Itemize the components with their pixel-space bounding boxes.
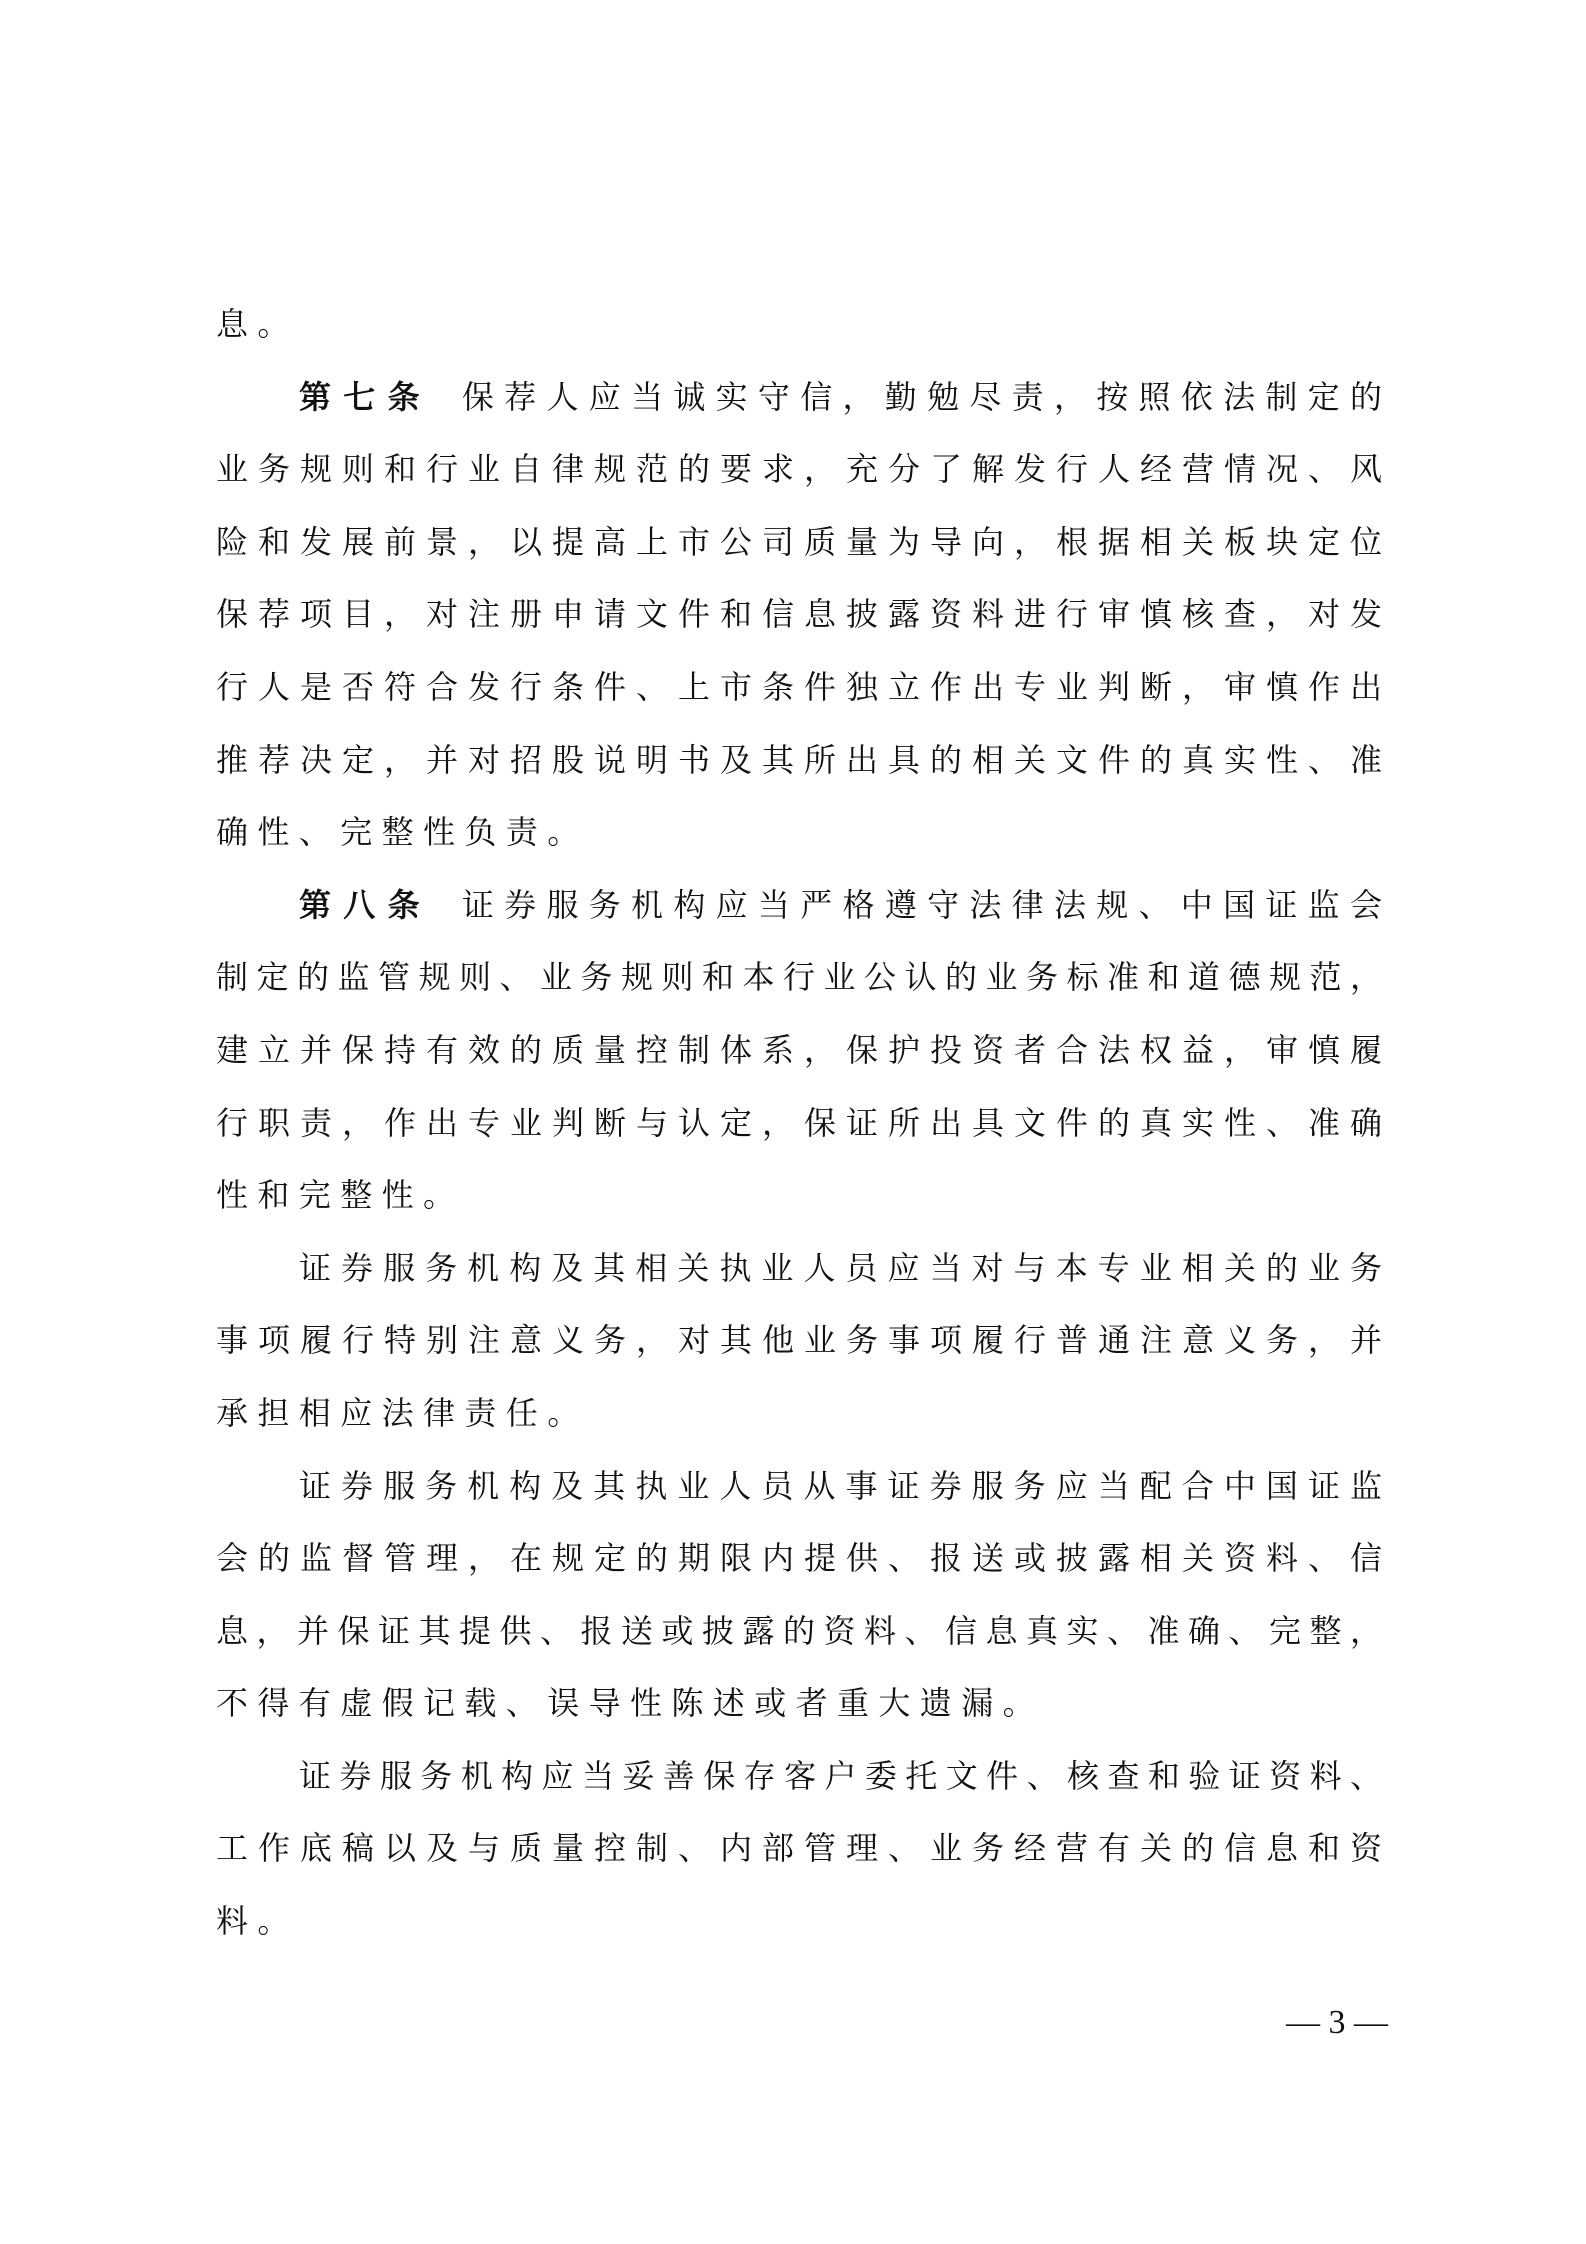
line-text: 证券服务机构应当严格遵守法律法规、中国证监会 [461,885,1382,924]
text-line [216,796,1382,869]
line-text: 会的监督管理，在规定的期限内提供、报送或披露相关资料、信 [216,1539,1382,1578]
text-line [216,506,1382,579]
line-text: 息。 [216,305,299,343]
text-line [216,1885,1382,1958]
line-text: 建立并保持有效的质量控制体系，保护投资者合法权益，审慎履 [216,1030,1382,1069]
page-number: — 3 — [1286,2004,1388,2041]
article-heading: 第八条 [299,885,432,924]
line-text: 行人是否符合发行条件、上市条件独立作出专业判断，审慎作出 [216,667,1382,706]
line-text: 工作底稿以及与质量控制、内部管理、业务经营有关的信息和资 [216,1829,1382,1868]
line-text: 事项履行特别注意义务，对其他业务事项履行普通注意义务，并 [216,1321,1382,1360]
line-text: 保荐人应当诚实守信，勤勉尽责，按照依法制定的 [461,377,1382,416]
line-text: 制定的监管规则、业务规则和本行业公认的业务标准和道德规范， [216,958,1382,997]
document-body [216,288,1382,1958]
text-line [216,724,1382,797]
line-text: 证券服务机构及其相关执业人员应当对与本专业相关的业务 [299,1248,1382,1287]
text-line [216,1377,1382,1450]
line-text: 业务规则和行业自律规范的要求，充分了解发行人经营情况、风 [216,450,1382,489]
line-text: 证券服务机构应当妥善保存客户委托文件、核查和验证资料、 [299,1756,1382,1795]
text-line [216,1159,1382,1232]
line-text: 保荐项目，对注册申请文件和信息披露资料进行审慎核查，对发 [216,595,1382,634]
text-line [216,1667,1382,1740]
text-line [216,1087,1382,1160]
line-text: 险和发展前景，以提高上市公司质量为导向，根据相关板块定位 [216,522,1382,561]
text-line [216,433,1382,506]
line-text: 料。 [216,1902,299,1941]
article-heading: 第七条 [299,377,432,416]
paragraph [216,1450,1382,1740]
paragraph [216,1232,1382,1450]
text-line [216,1014,1382,1087]
text-line [216,1304,1382,1377]
text-line [216,1522,1382,1595]
text-line [216,361,1382,434]
text-line [216,651,1382,724]
line-text: 承担相应法律责任。 [216,1393,589,1432]
text-line [216,1595,1382,1668]
text-line [216,578,1382,651]
line-text: 推荐决定，并对招股说明书及其所出具的相关文件的真实性、准 [216,740,1382,779]
text-line [216,869,1382,942]
paragraph [216,1740,1382,1958]
line-text: 性和完整性。 [216,1176,465,1215]
text-line [216,941,1382,1014]
line-text: 不得有虚假记载、误导性陈述或者重大遗漏。 [216,1684,1045,1723]
text-line [216,1450,1382,1523]
text-line [216,1812,1382,1885]
article-paragraph [216,869,1382,1232]
line-text: 确性、完整性负责。 [216,813,589,852]
text-line [216,288,1382,361]
line-text: 证券服务机构及其执业人员从事证券服务应当配合中国证监 [299,1466,1382,1505]
text-line [216,1740,1382,1813]
line-text: 行职责，作出专业判断与认定，保证所出具文件的真实性、准确 [216,1103,1382,1142]
article-paragraph [216,361,1382,869]
line-text: 息，并保证其提供、报送或披露的资料、信息真实、准确、完整， [216,1611,1382,1650]
paragraph [216,288,1382,361]
text-line [216,1232,1382,1305]
